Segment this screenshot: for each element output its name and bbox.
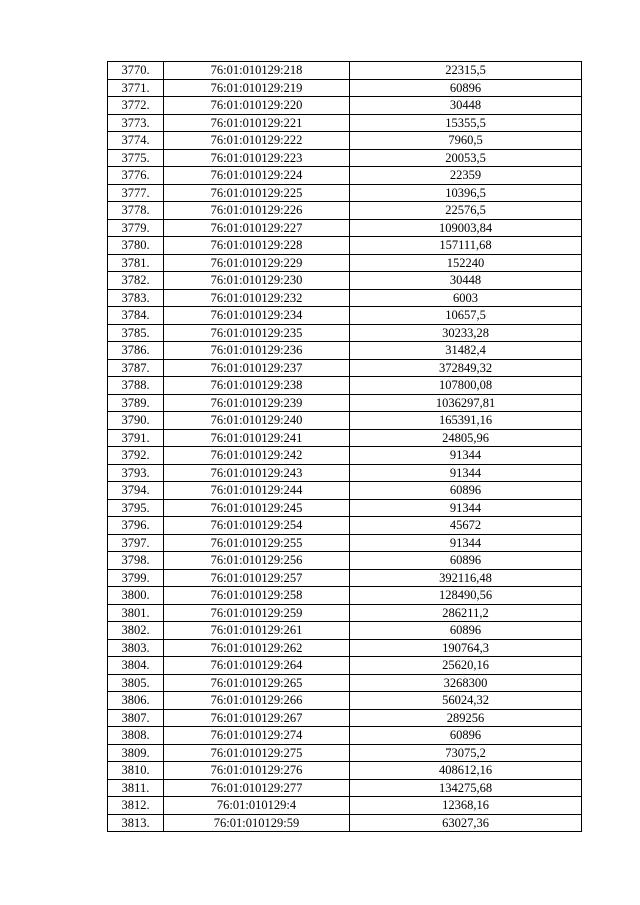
- cadastral-number-cell: 76:01:010129:229: [164, 254, 350, 272]
- table-row: [108, 657, 582, 675]
- row-number-cell: 3783.: [108, 289, 164, 307]
- cadastral-value-cell: 6003: [350, 289, 582, 307]
- cadastral-number-cell: 76:01:010129:242: [164, 447, 350, 465]
- table-row: [108, 622, 582, 640]
- row-number-cell: 3773.: [108, 114, 164, 132]
- table-row: [108, 429, 582, 447]
- cadastral-number-cell: 76:01:010129:266: [164, 692, 350, 710]
- cadastral-number-cell: 76:01:010129:232: [164, 289, 350, 307]
- cadastral-value-cell: 7960,5: [350, 132, 582, 150]
- cadastral-number-cell: 76:01:010129:276: [164, 762, 350, 780]
- cadastral-number-cell: 76:01:010129:224: [164, 167, 350, 185]
- cadastral-value-cell: 45672: [350, 517, 582, 535]
- cadastral-value-cell: 63027,36: [350, 814, 582, 832]
- cadastral-value-cell: 60896: [350, 727, 582, 745]
- cadastral-number-cell: 76:01:010129:240: [164, 412, 350, 430]
- table-row: [108, 412, 582, 430]
- cadastral-number-cell: 76:01:010129:244: [164, 482, 350, 500]
- cadastral-number-cell: 76:01:010129:259: [164, 604, 350, 622]
- row-number-cell: 3808.: [108, 727, 164, 745]
- cadastral-number-cell: 76:01:010129:264: [164, 657, 350, 675]
- cadastral-value-cell: 408612,16: [350, 762, 582, 780]
- row-number-cell: 3810.: [108, 762, 164, 780]
- cadastral-value-cell: 60896: [350, 552, 582, 570]
- row-number-cell: 3781.: [108, 254, 164, 272]
- row-number-cell: 3791.: [108, 429, 164, 447]
- table-row: [108, 132, 582, 150]
- cadastral-number-cell: 76:01:010129:221: [164, 114, 350, 132]
- table-row: [108, 552, 582, 570]
- cadastral-value-cell: 165391,16: [350, 412, 582, 430]
- table-row: [108, 534, 582, 552]
- cadastral-number-cell: 76:01:010129:265: [164, 674, 350, 692]
- table-row: [108, 727, 582, 745]
- cadastral-number-cell: 76:01:010129:235: [164, 324, 350, 342]
- table-row: [108, 779, 582, 797]
- table-row: [108, 604, 582, 622]
- cadastral-number-cell: 76:01:010129:274: [164, 727, 350, 745]
- cadastral-value-cell: 91344: [350, 499, 582, 517]
- cadastral-value-cell: 134275,68: [350, 779, 582, 797]
- row-number-cell: 3795.: [108, 499, 164, 517]
- cadastral-value-cell: 30448: [350, 97, 582, 115]
- cadastral-value-cell: 1036297,81: [350, 394, 582, 412]
- cadastral-value-cell: 30233,28: [350, 324, 582, 342]
- row-number-cell: 3785.: [108, 324, 164, 342]
- cadastral-number-cell: 76:01:010129:243: [164, 464, 350, 482]
- table-row: [108, 587, 582, 605]
- row-number-cell: 3782.: [108, 272, 164, 290]
- table-row: [108, 692, 582, 710]
- row-number-cell: 3774.: [108, 132, 164, 150]
- row-number-cell: 3790.: [108, 412, 164, 430]
- row-number-cell: 3796.: [108, 517, 164, 535]
- table-row: [108, 184, 582, 202]
- table-row: [108, 394, 582, 412]
- cadastral-value-cell: 60896: [350, 79, 582, 97]
- cadastral-value-cell: 3268300: [350, 674, 582, 692]
- table-row: [108, 289, 582, 307]
- row-number-cell: 3793.: [108, 464, 164, 482]
- table-row: [108, 744, 582, 762]
- table-row: [108, 342, 582, 360]
- row-number-cell: 3807.: [108, 709, 164, 727]
- table-row: [108, 377, 582, 395]
- cadastral-number-cell: 76:01:010129:241: [164, 429, 350, 447]
- cadastral-number-cell: 76:01:010129:4: [164, 797, 350, 815]
- cadastral-number-cell: 76:01:010129:219: [164, 79, 350, 97]
- row-number-cell: 3798.: [108, 552, 164, 570]
- row-number-cell: 3787.: [108, 359, 164, 377]
- cadastral-value-cell: 392116,48: [350, 569, 582, 587]
- cadastral-value-cell: 60896: [350, 622, 582, 640]
- row-number-cell: 3780.: [108, 237, 164, 255]
- cadastral-value-cell: 56024,32: [350, 692, 582, 710]
- cadastral-value-cell: 15355,5: [350, 114, 582, 132]
- table-row: [108, 359, 582, 377]
- cadastral-value-cell: 91344: [350, 534, 582, 552]
- table-row: [108, 202, 582, 220]
- row-number-cell: 3797.: [108, 534, 164, 552]
- cadastral-number-cell: 76:01:010129:225: [164, 184, 350, 202]
- cadastral-number-cell: 76:01:010129:245: [164, 499, 350, 517]
- table-row: [108, 114, 582, 132]
- row-number-cell: 3778.: [108, 202, 164, 220]
- row-number-cell: 3812.: [108, 797, 164, 815]
- cadastral-value-cell: 286211,2: [350, 604, 582, 622]
- table-row: [108, 639, 582, 657]
- cadastral-number-cell: 76:01:010129:223: [164, 149, 350, 167]
- row-number-cell: 3800.: [108, 587, 164, 605]
- cadastral-value-cell: 12368,16: [350, 797, 582, 815]
- table-row: [108, 79, 582, 97]
- table-row: [108, 167, 582, 185]
- cadastral-number-cell: 76:01:010129:226: [164, 202, 350, 220]
- cadastral-number-cell: 76:01:010129:234: [164, 307, 350, 325]
- table-row: [108, 97, 582, 115]
- row-number-cell: 3806.: [108, 692, 164, 710]
- cadastral-number-cell: 76:01:010129:262: [164, 639, 350, 657]
- row-number-cell: 3789.: [108, 394, 164, 412]
- cadastral-value-cell: 24805,96: [350, 429, 582, 447]
- table-row: [108, 482, 582, 500]
- cadastral-value-cell: 109003,84: [350, 219, 582, 237]
- table-row: [108, 254, 582, 272]
- row-number-cell: 3771.: [108, 79, 164, 97]
- cadastral-value-cell: 22359: [350, 167, 582, 185]
- table-row: [108, 762, 582, 780]
- row-number-cell: 3779.: [108, 219, 164, 237]
- row-number-cell: 3776.: [108, 167, 164, 185]
- cadastral-number-cell: 76:01:010129:59: [164, 814, 350, 832]
- cadastral-number-cell: 76:01:010129:254: [164, 517, 350, 535]
- cadastral-value-cell: 10657,5: [350, 307, 582, 325]
- table-row: [108, 674, 582, 692]
- cadastral-number-cell: 76:01:010129:236: [164, 342, 350, 360]
- row-number-cell: 3772.: [108, 97, 164, 115]
- cadastral-number-cell: 76:01:010129:256: [164, 552, 350, 570]
- table-row: [108, 62, 582, 80]
- table-row: [108, 797, 582, 815]
- row-number-cell: 3804.: [108, 657, 164, 675]
- cadastral-value-cell: 157111,68: [350, 237, 582, 255]
- table-row: [108, 237, 582, 255]
- row-number-cell: 3786.: [108, 342, 164, 360]
- table-row: [108, 517, 582, 535]
- row-number-cell: 3770.: [108, 62, 164, 80]
- table-row: [108, 709, 582, 727]
- cadastral-value-cell: 128490,56: [350, 587, 582, 605]
- cadastral-number-cell: 76:01:010129:261: [164, 622, 350, 640]
- table-body: [108, 62, 582, 832]
- cadastral-number-cell: 76:01:010129:227: [164, 219, 350, 237]
- row-number-cell: 3777.: [108, 184, 164, 202]
- row-number-cell: 3784.: [108, 307, 164, 325]
- cadastral-value-cell: 107800,08: [350, 377, 582, 395]
- cadastral-value-cell: 91344: [350, 464, 582, 482]
- row-number-cell: 3811.: [108, 779, 164, 797]
- table-row: [108, 219, 582, 237]
- row-number-cell: 3775.: [108, 149, 164, 167]
- cadastral-value-cell: 31482,4: [350, 342, 582, 360]
- cadastral-value-cell: 91344: [350, 447, 582, 465]
- table-row: [108, 569, 582, 587]
- row-number-cell: 3805.: [108, 674, 164, 692]
- cadastral-number-cell: 76:01:010129:218: [164, 62, 350, 80]
- row-number-cell: 3799.: [108, 569, 164, 587]
- cadastral-number-cell: 76:01:010129:275: [164, 744, 350, 762]
- cadastral-value-cell: 25620,16: [350, 657, 582, 675]
- cadastral-value-cell: 289256: [350, 709, 582, 727]
- cadastral-value-cell: 60896: [350, 482, 582, 500]
- row-number-cell: 3788.: [108, 377, 164, 395]
- cadastral-value-cell: 30448: [350, 272, 582, 290]
- cadastral-number-cell: 76:01:010129:277: [164, 779, 350, 797]
- cadastral-number-cell: 76:01:010129:228: [164, 237, 350, 255]
- table-row: [108, 307, 582, 325]
- cadastral-number-cell: 76:01:010129:257: [164, 569, 350, 587]
- table-row: [108, 464, 582, 482]
- cadastral-number-cell: 76:01:010129:239: [164, 394, 350, 412]
- row-number-cell: 3803.: [108, 639, 164, 657]
- cadastral-number-cell: 76:01:010129:237: [164, 359, 350, 377]
- table-row: [108, 324, 582, 342]
- row-number-cell: 3792.: [108, 447, 164, 465]
- cadastral-value-cell: 10396,5: [350, 184, 582, 202]
- table-row: [108, 272, 582, 290]
- table-row: [108, 814, 582, 832]
- cadastral-value-table: [107, 61, 582, 832]
- cadastral-value-cell: 73075,2: [350, 744, 582, 762]
- cadastral-number-cell: 76:01:010129:238: [164, 377, 350, 395]
- cadastral-number-cell: 76:01:010129:267: [164, 709, 350, 727]
- row-number-cell: 3802.: [108, 622, 164, 640]
- cadastral-value-cell: 372849,32: [350, 359, 582, 377]
- cadastral-value-cell: 20053,5: [350, 149, 582, 167]
- cadastral-value-cell: 152240: [350, 254, 582, 272]
- cadastral-number-cell: 76:01:010129:220: [164, 97, 350, 115]
- row-number-cell: 3809.: [108, 744, 164, 762]
- table-row: [108, 447, 582, 465]
- row-number-cell: 3813.: [108, 814, 164, 832]
- cadastral-value-cell: 190764,3: [350, 639, 582, 657]
- cadastral-number-cell: 76:01:010129:230: [164, 272, 350, 290]
- cadastral-value-cell: 22576,5: [350, 202, 582, 220]
- cadastral-number-cell: 76:01:010129:258: [164, 587, 350, 605]
- cadastral-value-cell: 22315,5: [350, 62, 582, 80]
- cadastral-number-cell: 76:01:010129:222: [164, 132, 350, 150]
- row-number-cell: 3794.: [108, 482, 164, 500]
- table-row: [108, 499, 582, 517]
- cadastral-number-cell: 76:01:010129:255: [164, 534, 350, 552]
- table-row: [108, 149, 582, 167]
- row-number-cell: 3801.: [108, 604, 164, 622]
